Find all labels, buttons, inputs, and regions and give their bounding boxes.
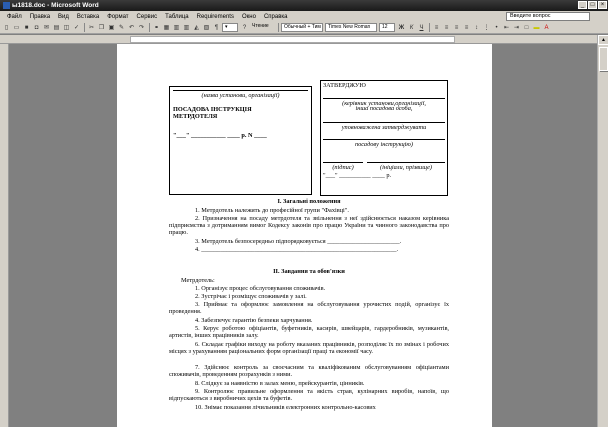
border-icon[interactable]: □ bbox=[524, 24, 529, 31]
sec1-paragraph-1: 1. Метрдотель належить до професійної групи "Фахівці". bbox=[195, 207, 349, 214]
line-spacing-icon[interactable]: ↕ bbox=[475, 24, 478, 31]
sec1-paragraph-4: 4. ______________________________________________________________. bbox=[195, 246, 399, 253]
menu-tools[interactable]: Сервис bbox=[136, 13, 158, 20]
scroll-up-icon[interactable]: ▲ bbox=[598, 35, 608, 45]
approve-label-4: посадову інструкцію) bbox=[323, 139, 445, 148]
format-painter-icon[interactable]: ✎ bbox=[118, 25, 125, 31]
permission-icon[interactable]: ◘ bbox=[34, 24, 39, 31]
align-center-icon[interactable]: ≡ bbox=[444, 24, 449, 31]
date-line: "___" __________ ____ р. bbox=[323, 172, 392, 179]
window-title: ы1818.doc - Microsoft Word bbox=[12, 2, 99, 9]
drawing-icon[interactable]: ◭ bbox=[194, 25, 199, 31]
doc-title-line2: МЕТРДОТЕЛЯ bbox=[173, 113, 218, 120]
spelling-icon[interactable]: ✓ bbox=[73, 25, 80, 31]
minimize-button[interactable]: _ bbox=[578, 1, 587, 9]
table-icon[interactable]: ▦ bbox=[163, 25, 170, 31]
menu-requirements[interactable]: Requirements bbox=[196, 13, 234, 20]
new-icon[interactable]: ▯ bbox=[4, 25, 9, 31]
outdent-icon[interactable]: ⇤ bbox=[503, 25, 510, 31]
italic-button[interactable]: К bbox=[409, 24, 414, 31]
reading-button[interactable]: Чтение bbox=[250, 23, 274, 32]
close-button[interactable]: × bbox=[598, 1, 607, 9]
menu-file[interactable]: Файл bbox=[7, 13, 22, 20]
numbering-icon[interactable]: ⋮ bbox=[483, 25, 490, 31]
doc-number-line: "___" ___________ ____ р. N ____ bbox=[173, 132, 267, 139]
underline-button[interactable]: Ч bbox=[419, 24, 424, 31]
approve-heading: ЗАТВЕРДЖУЮ bbox=[323, 82, 366, 89]
excel-icon[interactable]: ▥ bbox=[173, 25, 180, 31]
org-label: (назва установи, організації) bbox=[173, 90, 308, 99]
scroll-thumb[interactable] bbox=[599, 47, 608, 71]
section-2-title: ІІ. Завдання та обов'язки bbox=[273, 268, 345, 275]
highlight-icon[interactable]: ▬ bbox=[533, 24, 540, 31]
vertical-scrollbar[interactable] bbox=[597, 35, 608, 427]
indent-icon[interactable]: ⇥ bbox=[513, 25, 520, 31]
menu-format[interactable]: Формат bbox=[107, 13, 129, 20]
sec1-paragraph-2: 2. Призначення на посаду метрдотеля та звільнення з неї здійснюється наказом керівника підприємства з дотриманням вимог Кодексу законів про працю України та чинного законодавства про працю. bbox=[169, 215, 449, 236]
doc-title-line1: ПОСАДОВА ІНСТРУКЦІЯ bbox=[173, 106, 252, 113]
approve-label-1: (керівник установи,організації, bbox=[323, 98, 445, 107]
bold-button[interactable]: Ж bbox=[398, 24, 405, 31]
zoom-select[interactable]: ▾ bbox=[222, 23, 238, 32]
style-select[interactable]: Обычный + Тим bbox=[281, 23, 323, 32]
duty-item: 2. Зустрічає і розміщує споживачів у залі. bbox=[195, 293, 307, 300]
initials-label: (ініціали, прізвище) bbox=[367, 162, 445, 171]
copy-icon[interactable]: ❐ bbox=[98, 25, 105, 31]
duty-item: 9. Контролює правильне оформлення та якість страв, кулінарних виробів, напоїв, що відпускаються з виробничих цехів та буфетів. bbox=[169, 388, 449, 402]
duty-item: 10. Знімає показання лічильників електронних контрольно-касових bbox=[195, 404, 376, 411]
sec2-intro: Метрдотель: bbox=[181, 277, 215, 284]
sec1-paragraph-3: 3. Метрдотель безпосередньо підпорядковується _______________________. bbox=[195, 238, 402, 245]
duty-item: 4. Забезпечує гарантію безпеки харчування. bbox=[195, 317, 313, 324]
undo-icon[interactable]: ↶ bbox=[128, 25, 135, 31]
font-color-icon[interactable]: A bbox=[544, 24, 549, 31]
justify-icon[interactable]: ≡ bbox=[464, 24, 469, 31]
align-right-icon[interactable]: ≡ bbox=[454, 24, 459, 31]
approve-label-3: уповноважена затверджувати bbox=[323, 122, 445, 131]
redo-icon[interactable]: ↷ bbox=[138, 25, 145, 31]
columns-icon[interactable]: ▥ bbox=[183, 25, 190, 31]
map-icon[interactable]: ▧ bbox=[203, 25, 210, 31]
duty-item: 6. Складає графіки виходу на роботу вказаних працівників, розподіляє їх по змінах і робочих місцях з урахуванням раціональних форм організації праці та економії часу. bbox=[169, 341, 449, 355]
help-icon[interactable]: ? bbox=[242, 24, 247, 31]
horizontal-ruler[interactable] bbox=[0, 35, 608, 44]
menu-window[interactable]: Окно bbox=[241, 13, 256, 20]
bullets-icon[interactable]: • bbox=[495, 24, 498, 31]
duty-item: 3. Приймає та оформлює замовлення на обслуговування урочистих подій, організує їх проведення. bbox=[169, 301, 449, 315]
document-page[interactable] bbox=[117, 44, 492, 427]
duty-item: 1. Організує процес обслуговування споживачів. bbox=[195, 285, 326, 292]
duty-item: 5. Керує роботою офіціантів, буфетників, касирів, швейцарів, гардеробників, музикантів, артистів, інших працівників залу. bbox=[169, 325, 449, 339]
mail-icon[interactable]: ✉ bbox=[43, 25, 50, 31]
open-icon[interactable]: ▭ bbox=[13, 25, 20, 31]
maximize-button[interactable]: □ bbox=[588, 1, 597, 9]
duty-item: 7. Здійснює контроль за своєчасним та кваліфікованим обслуговуванням офіціантами споживачів, проведенням розрахунків з ними. bbox=[169, 364, 449, 378]
help-search-input[interactable]: Введите вопрос bbox=[506, 12, 590, 21]
preview-icon[interactable]: ◫ bbox=[63, 25, 70, 31]
paste-icon[interactable]: ▣ bbox=[108, 25, 115, 31]
align-left-icon[interactable]: ≡ bbox=[434, 24, 439, 31]
word-icon bbox=[3, 2, 10, 9]
menu-table[interactable]: Таблица bbox=[165, 13, 189, 20]
section-1-title: І. Загальні положення bbox=[277, 198, 341, 205]
font-select[interactable]: Times New Roman bbox=[325, 23, 377, 32]
menu-help[interactable]: Справка bbox=[263, 13, 288, 20]
toolbar bbox=[0, 22, 608, 34]
menu-edit[interactable]: Правка bbox=[29, 13, 51, 20]
hyperlink-icon[interactable]: ⚭ bbox=[153, 25, 160, 31]
cut-icon[interactable]: ✂ bbox=[88, 25, 95, 31]
menu-insert[interactable]: Вставка bbox=[76, 13, 100, 20]
vertical-ruler[interactable] bbox=[0, 44, 9, 427]
sign-label: (підпис) bbox=[323, 162, 363, 171]
header-left-box bbox=[169, 86, 312, 195]
approve-label-2: інша посадова особа, bbox=[355, 105, 413, 112]
font-size-select[interactable]: 12 bbox=[379, 23, 395, 32]
window-titlebar bbox=[0, 0, 608, 11]
print-icon[interactable]: ▤ bbox=[53, 25, 60, 31]
duty-item: 8. Слідкує за наявністю в залах меню, прейскурантів, цінників. bbox=[195, 380, 365, 387]
save-icon[interactable]: ■ bbox=[24, 24, 29, 31]
menu-view[interactable]: Вид bbox=[58, 13, 69, 20]
paragraph-icon[interactable]: ¶ bbox=[214, 24, 219, 31]
